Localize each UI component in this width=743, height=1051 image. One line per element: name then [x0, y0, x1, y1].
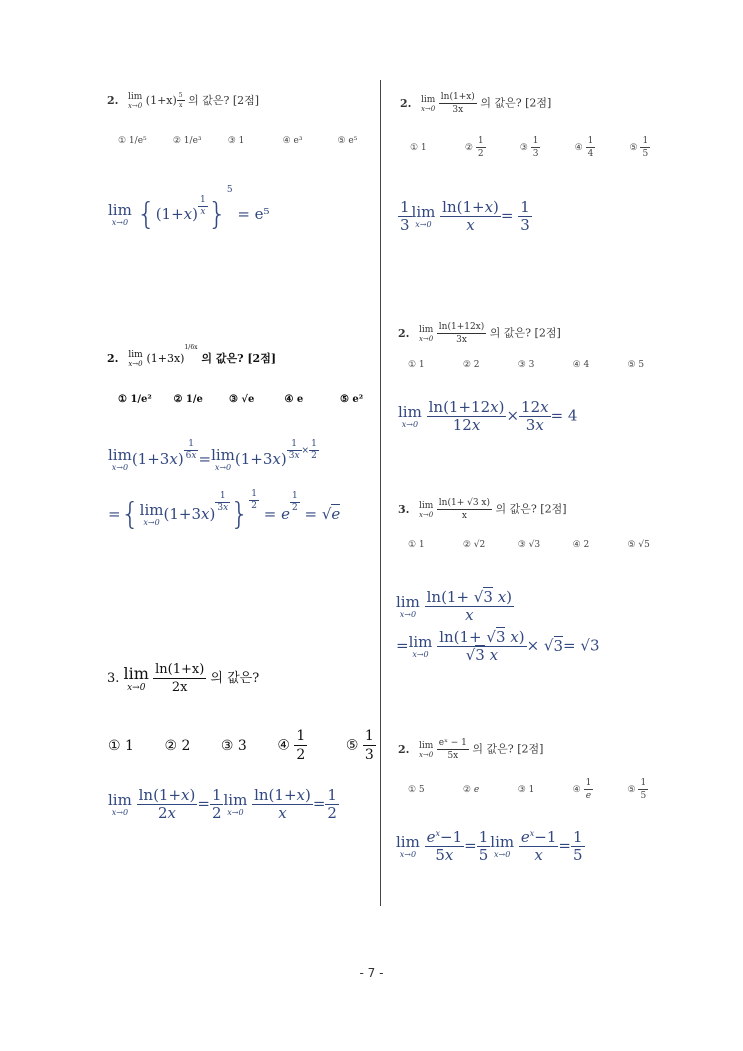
options-left-3 [108, 728, 386, 763]
problem-right-2: 2. lim x→0 $\frac{\ln(1+12x)}{3x}$ 의 값은? [2점] [398, 322, 561, 345]
option-1[interactable]: ① 1/e⁵ [118, 136, 147, 146]
column-divider [380, 80, 381, 906]
option-3[interactable]: ③ √e [228, 394, 255, 405]
option-5[interactable]: ⑤ 5 [627, 360, 645, 370]
option-2[interactable]: ② e [462, 785, 480, 795]
solution-result: = e⁵ [237, 205, 270, 223]
limit: lim x→0 [127, 92, 143, 110]
options-left-2 [118, 394, 380, 405]
options-right-1 [410, 136, 670, 159]
option-5[interactable]: ⑤ $\frac{1}{5}$ [627, 778, 647, 801]
option-4[interactable]: ④ e³ [282, 136, 303, 146]
option-4[interactable]: ④ 2 [572, 540, 590, 550]
option-2[interactable]: ② 2 [462, 360, 480, 370]
option-3[interactable]: ③ 3 [220, 737, 247, 754]
problem-number: 2. [107, 94, 119, 107]
option-2[interactable]: ② $\frac{1}{2}$ [464, 136, 484, 159]
option-2[interactable]: ② √2 [462, 540, 486, 550]
problem-left-1 [107, 92, 259, 110]
expression: (1+x) [145, 94, 177, 107]
problem-right-4: 2. lim x→0 $\frac{\text{eˣ − 1}}{5x}$ 의 값은? [2점] [398, 738, 544, 761]
option-5[interactable]: ⑤ e⁵ [337, 136, 358, 146]
exponent: $\frac{5}{x}$ [178, 92, 183, 109]
options-right-3 [408, 540, 668, 550]
solution-left-2-line1: lim x→0 (1+3x) $\frac{1}{6x}$ = lim x→0 (1+3x) $^{\frac{1}{3x} \times \frac{1}{2}}$ [108, 439, 317, 472]
solution-right-3-line1: lim x→0 $\frac{\ln(1+ √3 x)}{x}$ [396, 588, 513, 624]
options-left-1 [118, 136, 378, 146]
option-3[interactable]: ③ 1 [517, 785, 535, 795]
problem-left-3: 3. lim x→0 $\frac{\ln(1+x)}{2x}$ 의 값은? [107, 662, 260, 695]
solution-right-1: $\frac{1}{3}$ lim x→0 $\frac{\ln(1+x)}{x}$ = $\frac{1}{3}$ [400, 198, 530, 234]
option-4[interactable]: ④ $\frac{1}{2}$ [277, 728, 306, 763]
solution-left-1: lim x→0 {(1+x) $\frac{1}{x}$ }$^5$ = e⁵ [108, 185, 270, 232]
option-1[interactable]: ① 1 [410, 143, 427, 153]
problem-right-3: 3. lim x→0 $\frac{\ln(1+ √3 x)}{x}$ 의 값은? [2점] [398, 498, 567, 521]
option-5[interactable]: ⑤ e² [339, 394, 364, 405]
solution-right-3-line2: = lim x→0 $\frac{\ln(1+ √3 x)}{√3 x}$ × √3= √3 [396, 628, 600, 664]
option-3[interactable]: ③ √3 [517, 540, 541, 550]
option-3[interactable]: ③ 3 [517, 360, 535, 370]
option-2[interactable]: ② 1/e [173, 394, 203, 405]
option-4[interactable]: ④ e [284, 394, 304, 405]
solution-right-2: lim x→0 $\frac{\ln(1+12x)}{12x}$ × $\frac{12x}{3x}$ = 4 [398, 398, 578, 434]
option-5[interactable]: ⑤ $\frac{1}{3}$ [345, 728, 374, 763]
option-2[interactable]: ② 2 [164, 737, 191, 754]
option-4[interactable]: ④ $\frac{1}{e}$ [572, 778, 592, 801]
problem-right-1: 2. lim x→0 $\frac{\ln(1+x)}{3x}$ 의 값은? [2점] [400, 92, 552, 115]
page-number: - 7 - [359, 966, 384, 980]
solution-left-3: lim x→0 $\frac{\ln(1+x)}{2x}$ = $\frac{1}{2}$ lim x→0 $\frac{\ln(1+x)}{x}$ = $\frac{1}{2}$ [108, 786, 337, 822]
option-3[interactable]: ③ 1 [227, 136, 245, 146]
option-1[interactable]: ① 1/e² [118, 394, 152, 405]
option-1[interactable]: ① 5 [408, 785, 425, 795]
option-5[interactable]: ⑤ √5 [627, 540, 650, 550]
question-tail: 의 값은? [2점] [188, 94, 260, 107]
solution-left-2-line2: ={ lim x→0 (1+3x) $\frac{1}{3x}$ } $\frac{1}{2}$ = e $\frac{1}{2}$ = √e [108, 489, 341, 532]
option-1[interactable]: ① 1 [408, 360, 425, 370]
option-3[interactable]: ③ $\frac{1}{3}$ [519, 136, 539, 159]
option-4[interactable]: ④ $\frac{1}{4}$ [574, 136, 594, 159]
option-2[interactable]: ② 1/e³ [172, 136, 202, 146]
option-1[interactable]: ① 1 [408, 540, 425, 550]
options-right-4 [408, 778, 668, 801]
option-5[interactable]: ⑤ $\frac{1}{5}$ [629, 136, 649, 159]
options-right-2 [408, 360, 668, 370]
solution-right-4: lim x→0 $\frac{e^x-1}{5x}$ = $\frac{1}{5}$ lim x→0 $\frac{e^x-1}{x}$ = $\frac{1}{5}$ [396, 828, 583, 864]
option-1[interactable]: ① 1 [108, 737, 134, 754]
problem-left-2: 2. lim x→0 $(1+3x)^{1/6x}$ 의 값은? [2점] [107, 344, 277, 368]
option-4[interactable]: ④ 4 [572, 360, 590, 370]
